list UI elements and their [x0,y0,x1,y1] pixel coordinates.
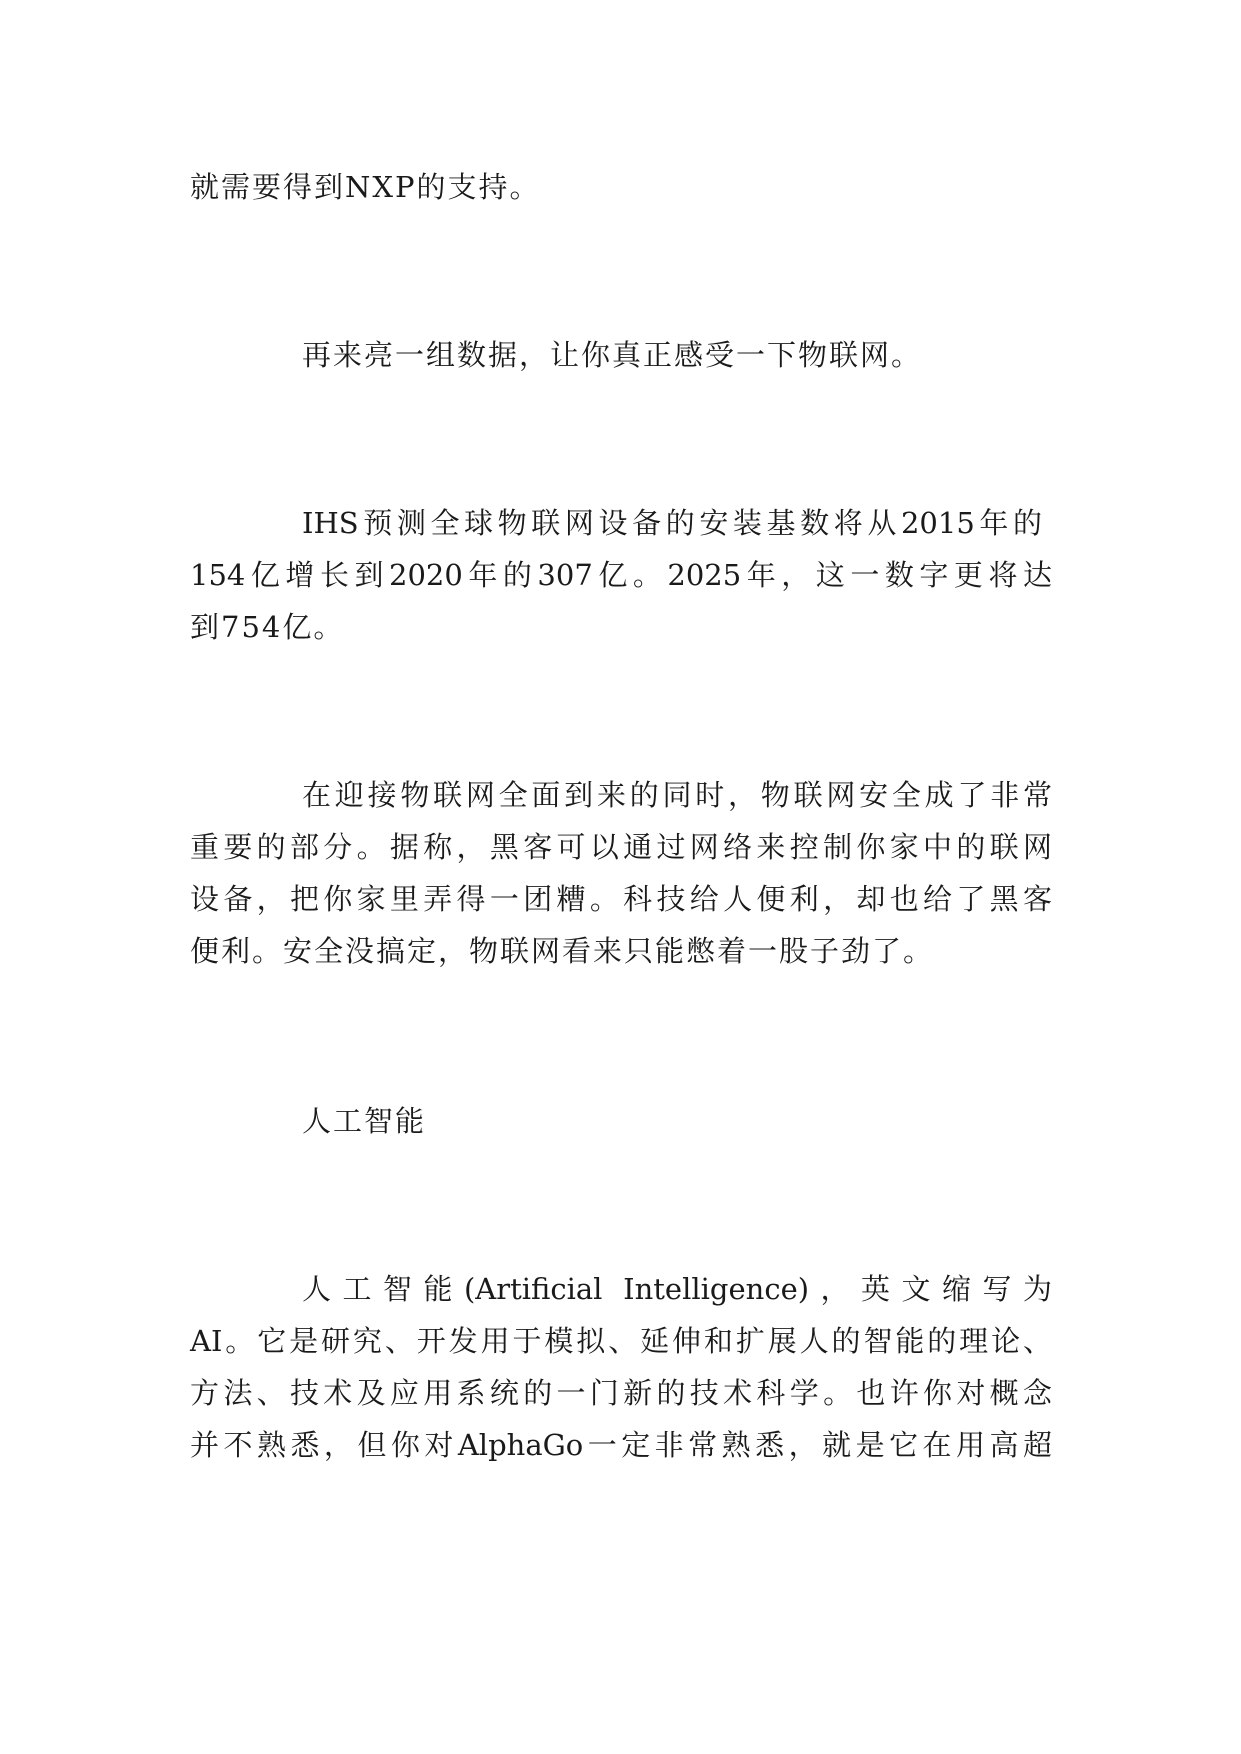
paragraph-line: 并不熟悉，但你对AlphaGo一定非常熟悉，就是它在用高超 [190,1428,1052,1462]
paragraph-line: IHS预测全球物联网设备的安装基数将从2015年的 [302,506,1042,540]
paragraph-line: 便利。安全没搞定，物联网看来只能憋着一股子劲了。 [190,934,935,968]
paragraph-line: 在迎接物联网全面到来的同时，物联网安全成了非常 [302,778,1052,812]
paragraph-line: 到754亿。 [190,610,345,644]
paragraph-line: 方法、技术及应用系统的一门新的技术科学。也许你对概念 [190,1376,1052,1410]
paragraph-line: 就需要得到NXP的支持。 [190,170,541,204]
paragraph-line: AI。它是研究、开发用于模拟、延伸和扩展人的智能的理论、 [190,1324,1052,1358]
paragraph-line: 154亿增长到2020年的307亿。2025年，这一数字更将达 [190,558,1052,592]
paragraph-line: 再来亮一组数据，让你真正感受一下物联网。 [302,338,923,372]
paragraph-line: 设备，把你家里弄得一团糟。科技给人便利，却也给了黑客 [190,882,1052,916]
paragraph-line: 人工智能(Artificial Intelligence)，英文缩写为 [302,1272,1052,1306]
paragraph-line: 重要的部分。据称，黑客可以通过网络来控制你家中的联网 [190,830,1052,864]
section-heading: 人工智能 [302,1104,427,1138]
